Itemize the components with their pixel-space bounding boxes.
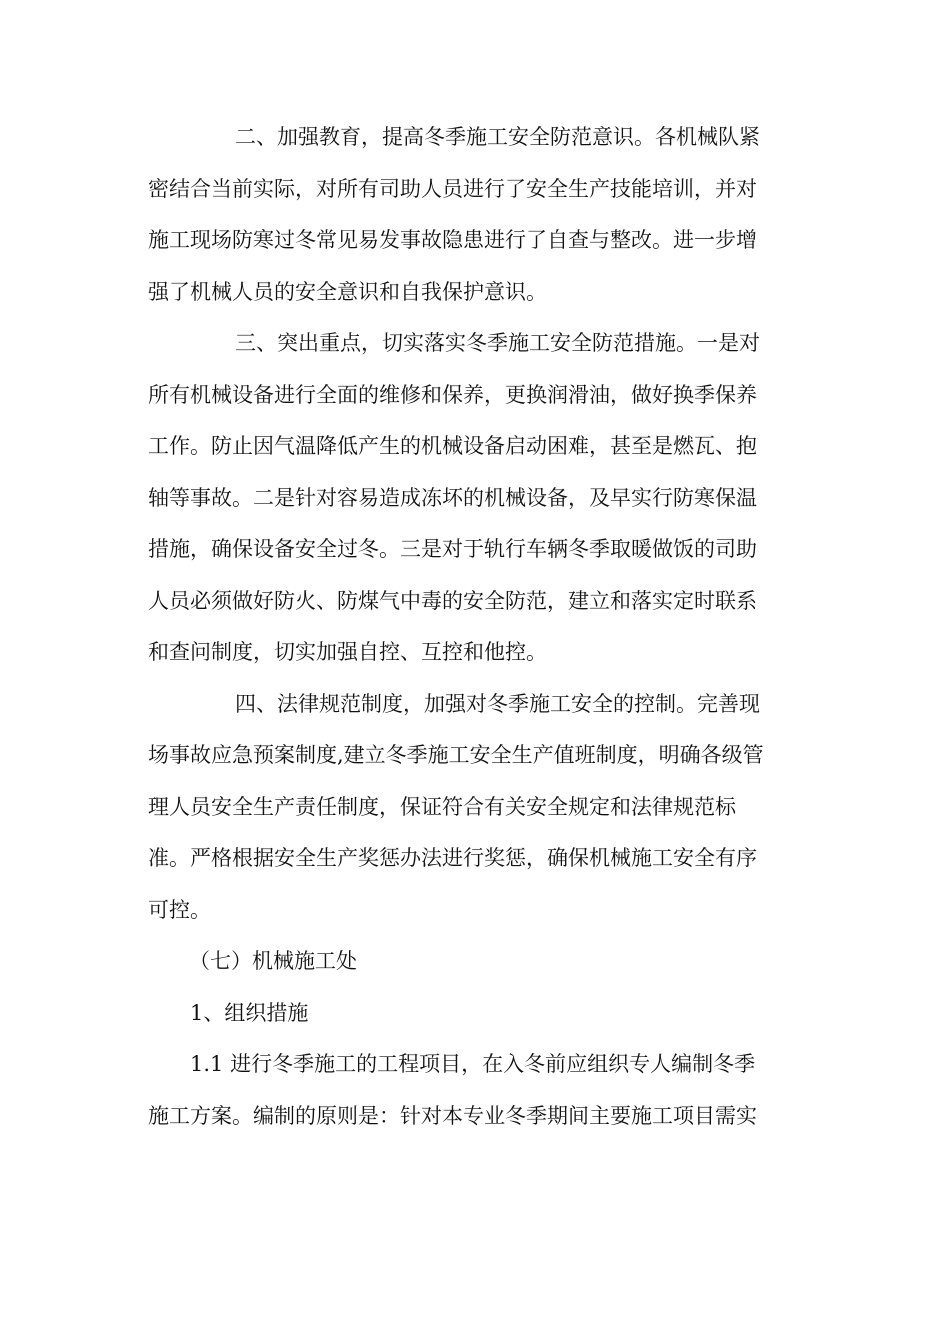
text-line: 工作。防止因气温降低产生的机械设备启动困难，甚至是燃瓦、抱 xyxy=(148,434,757,458)
paragraph-organization xyxy=(148,1039,808,1142)
text-line: 可控。 xyxy=(148,897,211,922)
text-line: 理人员安全生产责任制度，保证符合有关安全规定和法律规范标 xyxy=(148,794,736,819)
heading-line: （七）机械施工处 xyxy=(189,949,357,973)
text-line: 1.1 进行冬季施工的工程项目，在入冬前应组织专人编制冬季 xyxy=(190,1052,756,1076)
section-heading xyxy=(148,936,808,988)
text-line: 施工现场防寒过冬常见易发事故隐患进行了自查与整改。进一步增 xyxy=(148,228,757,252)
document-body xyxy=(148,112,808,1142)
text-line: 三、突出重点，切实落实冬季施工安全防范措施。一是对 xyxy=(235,331,760,355)
text-line: 二、加强教育，提高冬季施工安全防范意识。各机械队紧 xyxy=(235,125,760,149)
heading-line: 1、组织措施 xyxy=(190,1000,309,1025)
paragraph-key-measures xyxy=(148,318,808,679)
paragraph-education xyxy=(148,112,808,318)
text-line: 所有机械设备进行全面的维修和保养，更换润滑油，做好换季保养 xyxy=(148,382,757,407)
text-line: 场事故应急预案制度,建立冬季施工安全生产值班制度，明确各级管 xyxy=(148,743,764,767)
text-line: 密结合当前实际，对所有司助人员进行了安全生产技能培训，并对 xyxy=(148,176,757,201)
text-line: 轴等事故。二是针对容易造成冻坏的机械设备，及早实行防寒保温 xyxy=(148,485,757,510)
text-line: 准。严格根据安全生产奖惩办法进行奖惩，确保机械施工安全有序 xyxy=(148,846,757,870)
paragraph-regulations xyxy=(148,679,808,937)
subsection-heading xyxy=(148,988,808,1040)
text-line: 和查问制度，切实加强自控、互控和他控。 xyxy=(148,640,547,664)
text-line: 四、法律规范制度，加强对冬季施工安全的控制。完善现 xyxy=(235,691,760,716)
text-line: 人员必须做好防火、防煤气中毒的安全防范，建立和落实定时联系 xyxy=(148,588,757,613)
text-line: 施工方案。编制的原则是：针对本专业冬季期间主要施工项目需实 xyxy=(148,1103,757,1128)
text-line: 措施，确保设备安全过冬。三是对于轨行车辆冬季取暖做饭的司助 xyxy=(148,537,757,561)
text-line: 强了机械人员的安全意识和自我保护意识。 xyxy=(148,279,547,304)
